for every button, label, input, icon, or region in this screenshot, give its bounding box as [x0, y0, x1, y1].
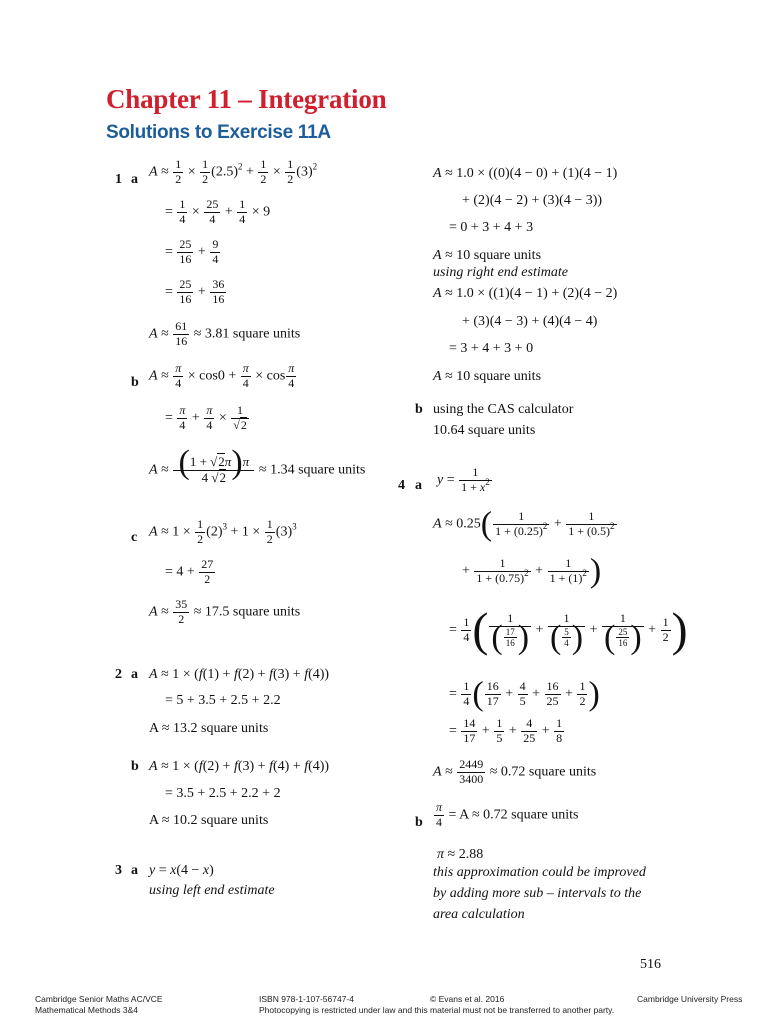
q2a-line-3: A ≈ 13.2 square units: [149, 721, 269, 736]
chapter-title: Chapter 11 – Integration: [106, 84, 387, 114]
q1a-line-1: A ≈ $\frac{1}{2}$ × $\frac{1}{2}$ $(2.5)^2$ + $\frac{1}{2}$ × $\frac{1}{2}$ $(3)^2$: [149, 157, 318, 186]
q1-part-c-label: c: [131, 530, 138, 545]
q4-part-a-label: a: [415, 478, 422, 493]
q1a-result: ≈ 3.81 square units: [193, 326, 301, 342]
q1a-line-2: = $\frac{1}{4}$ × $\frac{25}{4}$ + $\frac{1}{4}$ × 9: [165, 197, 271, 226]
q1b-line-1: A ≈ $\frac{\pi}{4}$ × cos0 + $\frac{\pi}{4}$ × cos $\frac{\pi}{4}$: [149, 361, 295, 390]
q4b-line-3: this approximation could be improved: [433, 865, 646, 880]
q4-part-b-label: b: [415, 815, 423, 830]
footer-copyright: © Evans et al. 2016: [430, 994, 505, 1004]
page-number: 516: [640, 957, 661, 972]
q3a-line-5: = 0 + 3 + 4 + 3: [449, 220, 534, 235]
q4a-line-4: = $\frac{1}{4}$ ( 1 ( $\frac{17}{16}$ ) + 1 ( $\frac{5}{4}$ ) + 1 ( $\frac{25}{16}$ ) + $\frac{1}{2}$ ): [449, 603, 688, 657]
q3a-line-10: = 3 + 4 + 3 + 0: [449, 341, 534, 356]
footer-book-title: Cambridge Senior Maths AC/VCE Mathematical Methods 3&4: [35, 994, 163, 1015]
q1a-line-4: = $\frac{25}{16}$ + $\frac{36}{16}$: [165, 277, 225, 306]
q2a-line-2: = 5 + 3.5 + 2.5 + 2.2: [165, 693, 281, 708]
footer-publisher: Cambridge University Press: [637, 994, 743, 1004]
q3a-right-estimate: using right end estimate: [433, 265, 568, 280]
q3-part-a-label: a: [131, 863, 138, 878]
q3a-line-6: A ≈ 10 square units: [433, 248, 542, 263]
q2-part-b-label: b: [131, 759, 139, 774]
footer-isbn: ISBN 978-1-107-56747-4 Photocopying is restricted under law and this material must not be transferred to another party.: [259, 994, 615, 1015]
q1b-result: ≈ 1.34 square units: [258, 462, 366, 478]
q4b-line-1: $\frac{\pi}{4}$ = A ≈ 0.72 square units: [436, 800, 579, 829]
q4a-result: ≈ 0.72 square units: [489, 764, 597, 780]
q3a-left-estimate: using left end estimate: [149, 883, 275, 898]
q1b-line-3: A ≈ $\frac{(1 + √2\pi)\pi}{4 √2}$ ≈ 1.34 square units: [149, 444, 366, 485]
question-2-number: 2: [115, 667, 122, 682]
q3a-line-1: y = x(4 − x): [149, 863, 214, 878]
q2-part-a-label: a: [131, 667, 138, 682]
q3a-line-11: A ≈ 10 square units: [433, 369, 542, 384]
q2b-line-3: A ≈ 10.2 square units: [149, 813, 269, 828]
q4a-line-5: = $\frac{1}{4}$ ( $\frac{16}{17}$ + $\frac{4}{5}$ + $\frac{16}{25}$ + $\frac{1}{2}$ ): [449, 675, 600, 713]
q4b-line-5: area calculation: [433, 907, 525, 922]
q1a-line-3: = $\frac{25}{16}$ + $\frac{9}{4}$: [165, 237, 219, 266]
question-4-number: 4: [398, 478, 405, 493]
question-1-number: 1: [115, 172, 122, 187]
q3b-line-1: using the CAS calculator: [433, 402, 574, 417]
q1-part-b-label: b: [131, 375, 139, 390]
exercise-subtitle: Solutions to Exercise 11A: [106, 122, 331, 143]
q1c-line-2: = 4 + $\frac{27}{2}$: [165, 557, 214, 586]
q1c-result: ≈ 17.5 square units: [193, 604, 301, 620]
question-3-number: 3: [115, 863, 122, 878]
q4a-line-2: A ≈ 0.25( $\frac{1}{1 + (0.25)^2}$ + $\frac{1}{1 + (0.5)^2}$: [433, 505, 615, 543]
q4b-line-4: by adding more sub – intervals to the: [433, 886, 642, 901]
q1c-line-1: A ≈ 1 × $\frac{1}{2}$ $(2)^3 + 1$ × $\frac{1}{2}$ $(3)^3$: [149, 517, 297, 546]
q4b-line-2: π ≈ 2.88: [437, 847, 484, 862]
q1c-line-3: A ≈ $\frac{35}{2}$ ≈ 17.5 square units: [149, 597, 301, 626]
q3a-line-9: + (3)(4 − 3) + (4)(4 − 4): [462, 314, 598, 329]
q4a-line-6: = $\frac{14}{17}$ + $\frac{1}{5}$ + $\frac{4}{25}$ + $\frac{1}{8}$: [449, 716, 563, 745]
q2b-line-1: A ≈ 1 × (f(2) + f(3) + f(4) + f(4)): [149, 759, 330, 774]
q1a-line-5: A ≈ $\frac{61}{16}$ ≈ 3.81 square units: [149, 319, 301, 348]
q3a-line-8: A ≈ 1.0 × ((1)(4 − 1) + (2)(4 − 2): [433, 286, 618, 301]
q1b-line-2: = $\frac{\pi}{4}$ + $\frac{\pi}{4}$ × $\frac{1}{√2}$: [165, 403, 247, 432]
q4a-line-7: A ≈ $\frac{2449}{3400}$ ≈ 0.72 square units: [433, 757, 597, 786]
q3a-line-3: A ≈ 1.0 × ((0)(4 − 0) + (1)(4 − 1): [433, 166, 618, 181]
q3b-line-2: 10.64 square units: [433, 423, 536, 438]
q4a-line-3: + $\frac{1}{1 + (0.75)^2}$ + $\frac{1}{1 + (1)^2}$ ): [462, 552, 602, 590]
q2b-line-2: = 3.5 + 2.5 + 2.2 + 2: [165, 786, 281, 801]
q3a-line-4: + (2)(4 − 2) + (3)(4 − 3)): [462, 193, 603, 208]
q3-part-b-label: b: [415, 402, 423, 417]
q2a-line-1: A ≈ 1 × (f(1) + f(2) + f(3) + f(4)): [149, 667, 330, 682]
q1-part-a-label: a: [131, 172, 138, 187]
q4a-line-1: y = $\frac{1}{1 + x^2}$: [437, 465, 490, 494]
